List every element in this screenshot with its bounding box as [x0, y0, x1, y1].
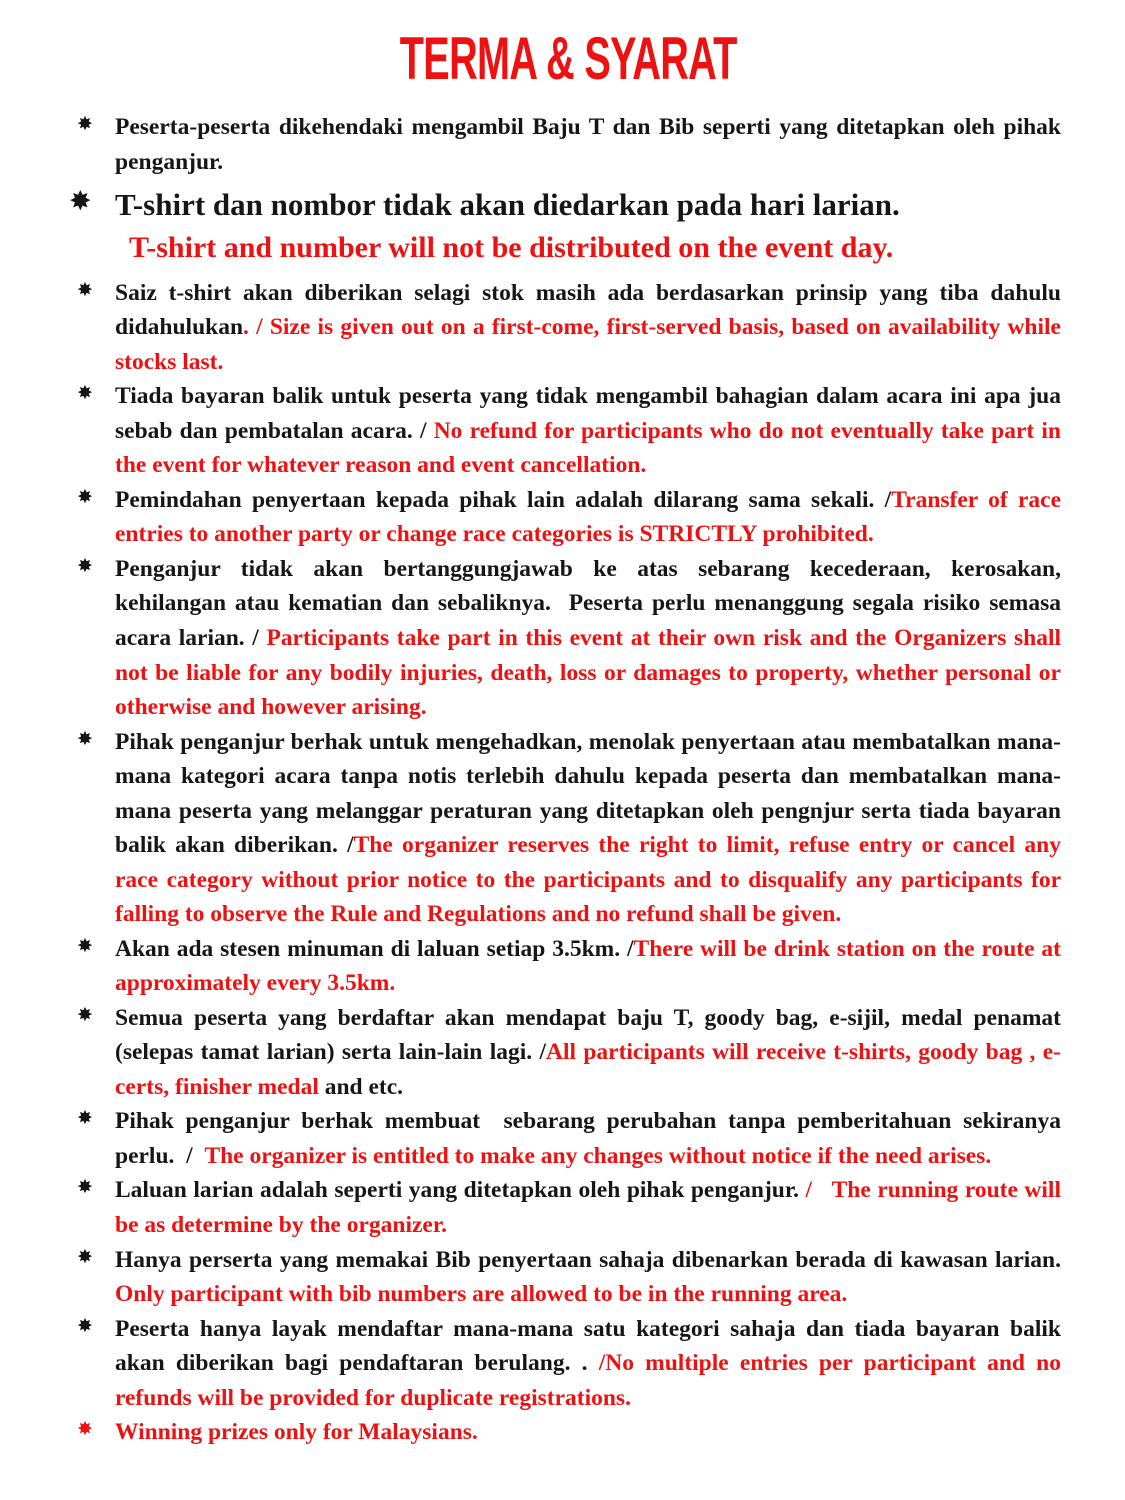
malay-text-segment: Laluan larian adalah seperti yang ditetapkan oleh pihak penganjur.	[115, 1177, 806, 1204]
item-text	[115, 280, 1061, 375]
bullet-star-icon: ✸	[77, 1245, 93, 1268]
english-subline: T-shirt and number will not be distributed on the event day.	[129, 231, 894, 265]
terms-item	[75, 1001, 1061, 1105]
english-text-segment: . / Size is given out on a first-come, first-served basis, based on availability while stocks last.	[115, 314, 1061, 375]
english-text-segment: / The running route will be as determine by the organizer.	[115, 1177, 1061, 1239]
malay-text-segment: Pemindahan penyertaan kepada pihak lain adalah dilarang sama sekali. /	[115, 486, 892, 513]
bullet-star-icon: ✸	[77, 113, 93, 135]
terms-item	[75, 110, 1061, 179]
bullet-star-icon: ✸	[77, 934, 93, 957]
malay-text-segment: Peserta-peserta dikehendaki mengambil Baju T dan Bib seperti yang ditetapkan oleh pihak penganjur.	[115, 114, 1061, 175]
bullet-star-icon: ✸	[77, 554, 93, 577]
item-text	[115, 1108, 1061, 1169]
malay-text-segment: Tiada bayaran balik untuk peserta yang tidak mengambil bahagian dalam acara ini apa jua sebab dan pembatalan acara. /	[115, 383, 1061, 444]
terms-item	[75, 1104, 1061, 1173]
page-title: TERMA & SYARAT	[399, 25, 737, 92]
terms-item	[75, 932, 1061, 1001]
item-text	[115, 729, 1061, 928]
terms-item	[75, 1173, 1061, 1242]
english-text-segment: Winning prizes only for Malaysians.	[115, 1419, 478, 1446]
terms-item	[75, 725, 1061, 932]
malay-text-segment: Semua peserta yang berdaftar akan mendapat baju T, goody bag, e-sijil, medal penamat (selepas tamat larian) serta lain-lain lagi. /	[115, 1004, 1061, 1066]
item-text	[115, 1419, 478, 1445]
bullet-star-icon: ✸	[77, 1418, 93, 1441]
terms-item	[75, 379, 1061, 483]
english-text-segment: Transfer of race entries to another party or change race categories is STRICTLY prohibited.	[115, 486, 1061, 548]
malay-text-segment: and etc.	[318, 1073, 404, 1100]
bullet-star-icon: ✸	[77, 485, 93, 508]
item-text	[115, 114, 1061, 175]
bullet-star-icon: ✸	[77, 1176, 93, 1199]
item-text	[115, 187, 900, 222]
english-text-segment: /No multiple entries per participant and no refunds will be provided for duplicate registrations.	[115, 1350, 1061, 1411]
english-text-segment: There will be drink station on the route at approximately every 3.5km.	[115, 935, 1061, 997]
english-text-segment: The organizer reserves the right to limit, refuse entry or cancel any race category without prior notice to the participants and to disqualify any participants for falling to observe the Rule and Regulations and no refund shall be given.	[115, 832, 1061, 928]
terms-item	[75, 1415, 1061, 1450]
terms-item	[75, 276, 1061, 380]
bullet-star-icon: ✸	[77, 1003, 93, 1026]
bullet-star-icon: ✸	[69, 186, 92, 218]
english-text-segment: No refund for participants who do not eventually take part in the event for whatever reason and event cancellation.	[115, 417, 1061, 479]
terms-item	[75, 483, 1061, 552]
item-text	[115, 936, 1061, 997]
malay-text-segment: Saiz t-shirt akan diberikan selagi stok masih ada berdasarkan prinsip yang tiba dahulu didahulukan	[115, 279, 1061, 341]
malay-text-segment: Pihak penganjur berhak membuat sebarang perubahan tanpa pemberitahuan sekiranya perlu. /	[115, 1108, 1061, 1169]
bullet-star-icon: ✸	[77, 1314, 93, 1337]
bullet-star-icon: ✸	[77, 727, 93, 750]
english-text-segment: Participants take part in this event at their own risk and the Organizers shall not be liable for any bodily injuries, death, loss or damages to property, whether personal or otherwise and however arising.	[115, 624, 1061, 721]
terms-item	[75, 552, 1061, 725]
malay-text-segment: Penganjur tidak akan bertanggungjawab ke atas sebarang kecederaan, kerosakan, kehilangan atau kematian dan sebaliknya. Peserta perlu menanggung segala risiko semasa acara larian. /	[115, 555, 1061, 651]
item-text	[115, 1247, 1061, 1308]
bullet-star-icon: ✸	[77, 1107, 93, 1130]
malay-text-segment: Peserta hanya layak mendaftar mana-mana satu kategori sahaja dan tiada bayaran balik akan diberikan bagi pendaftaran berulang. .	[115, 1315, 1061, 1377]
bullet-star-icon: ✸	[77, 382, 93, 405]
page-title-row	[75, 24, 1061, 96]
malay-text-segment: Pihak penganjur berhak untuk mengehadkan, menolak penyertaan atau membatalkan mana-mana kategori acara tanpa notis terlebih dahulu kepada peserta dan membatalkan mana-mana peserta yang melanggar peraturan yang ditetapkan oleh pengnjur serta tiada bayaran balik akan diberikan. /	[115, 728, 1061, 859]
item-text	[115, 556, 1061, 720]
english-text-segment: All participants will receive t-shirts, goody bag , e-certs, finisher medal	[115, 1039, 1061, 1100]
item-text	[115, 487, 1061, 548]
terms-item	[69, 183, 1061, 270]
item-text	[115, 1316, 1061, 1411]
item-text	[115, 1177, 1061, 1238]
bullet-star-icon: ✸	[77, 278, 93, 301]
terms-item	[75, 1312, 1061, 1416]
terms-list	[69, 110, 1061, 1450]
item-text	[115, 1005, 1061, 1100]
malay-text-segment: T-shirt dan nombor tidak akan diedarkan pada hari larian.	[115, 187, 900, 223]
terms-item	[75, 1243, 1061, 1312]
english-text-segment: The organizer is entitled to make any changes without notice if the need arises.	[204, 1142, 992, 1169]
malay-text-segment: Hanya perserta yang memakai Bib penyertaan sahaja dibenarkan berada di kawasan larian.	[115, 1246, 1061, 1273]
english-text-segment: Only participant with bib numbers are allowed to be in the running area.	[115, 1281, 848, 1308]
malay-text-segment: Akan ada stesen minuman di laluan setiap 3.5km. /	[115, 935, 634, 962]
item-text	[115, 383, 1061, 478]
